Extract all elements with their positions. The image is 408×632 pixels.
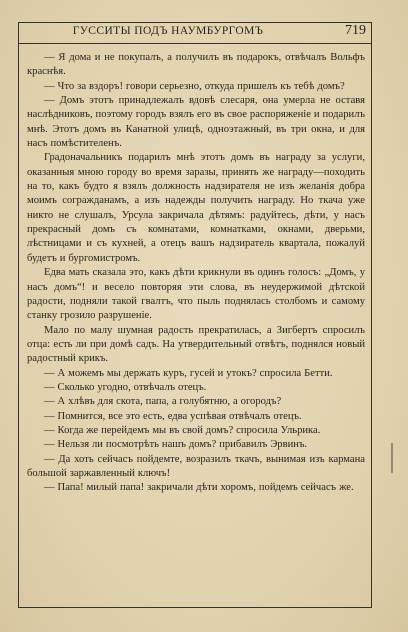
paragraph: — Папа! милый папа! закричали дѣти хоромъ, пойдемъ сейчасъ же. xyxy=(44,482,354,494)
paragraph: — Домъ этотъ принадлежалъ вдовѣ слесаря, она умерла не оставя наслѣдниковъ, поэтому городъ взялъ его въ свое распоряженіе и подарилъ мнѣ. Этотъ домъ въ Канатной улицѣ, одноэтажный, въ три окна, и для насъ помѣстителенъ. xyxy=(27,95,365,150)
paragraph: — Я дома и не покупалъ, а получилъ въ подарокъ, отвѣчалъ Вольфъ краснѣя. xyxy=(27,52,365,78)
paragraph: — Сколько угодно, отвѣчалъ отецъ. xyxy=(44,381,207,393)
page-number: 719 xyxy=(345,23,366,38)
running-title: ГУССИТЫ ПОДЪ НАУМБУРГОМЪ xyxy=(72,25,264,37)
paragraph: Едва мать сказала это, какъ дѣти крикнули въ одинъ голосъ: „Домъ, у насъ домъ“! и весело повторяя эти слова, въ неудержимой дѣтской радости, подняли такой гвалтъ, что пыль поднялась столбомъ и самому станку грозило разрушеніе. xyxy=(27,267,365,322)
body-text xyxy=(27,51,365,496)
paragraph: — Когда же перейдемъ мы въ свой домъ? спросила Ульрика. xyxy=(44,424,321,436)
paragraph: — А хлѣвъ для скота, папа, а голубятню, а огородъ? xyxy=(44,396,282,408)
paragraph: — А можемъ мы держать куръ, гусей и утокъ? спросила Бетти. xyxy=(44,367,333,379)
page-header xyxy=(18,22,372,44)
paragraph: Градоначальникъ подарилъ мнѣ этотъ домъ въ награду за услуги, оказанныя мною городу во время заразы, принять же награду—походить на то, какъ будто я взялъ должность надзирателя не изъ желанія добра моимъ согражданамъ, а изъ надежды получить награду. Но ткача уже никто не слушалъ, Урсула закричала дѣтямъ: радуйтесь, дѣти, у насъ прекрасный домъ съ комнатами, комнатками, окнами, дверьми, лѣстницами и съ кухней, а отецъ вашъ надзиратель квартала, пожалуй будетъ и бургомистромъ. xyxy=(27,152,365,264)
paragraph: — Да хоть сейчасъ пойдемте, возразилъ ткачъ, вынимая изъ кармана большой заржавленный ключъ! xyxy=(27,453,365,479)
page-edge-mark xyxy=(391,443,393,473)
paragraph: — Помнится, все это есть, едва успѣвая отвѣчалъ отецъ. xyxy=(44,410,302,422)
paragraph: — Что за вздоръ! говори серьезно, откуда пришелъ къ тебѣ домъ? xyxy=(44,80,345,92)
paragraph: Мало по малу шумная радость прекратилась, а Зигбертъ спросилъ отца: есть ли при домѣ садъ. На утвердительный отвѣтъ, поднялся новый радостный крикъ. xyxy=(27,324,365,365)
paragraph: — Нельзя ли посмотрѣть нашъ домъ? прибавилъ Эрвинъ. xyxy=(44,439,308,451)
